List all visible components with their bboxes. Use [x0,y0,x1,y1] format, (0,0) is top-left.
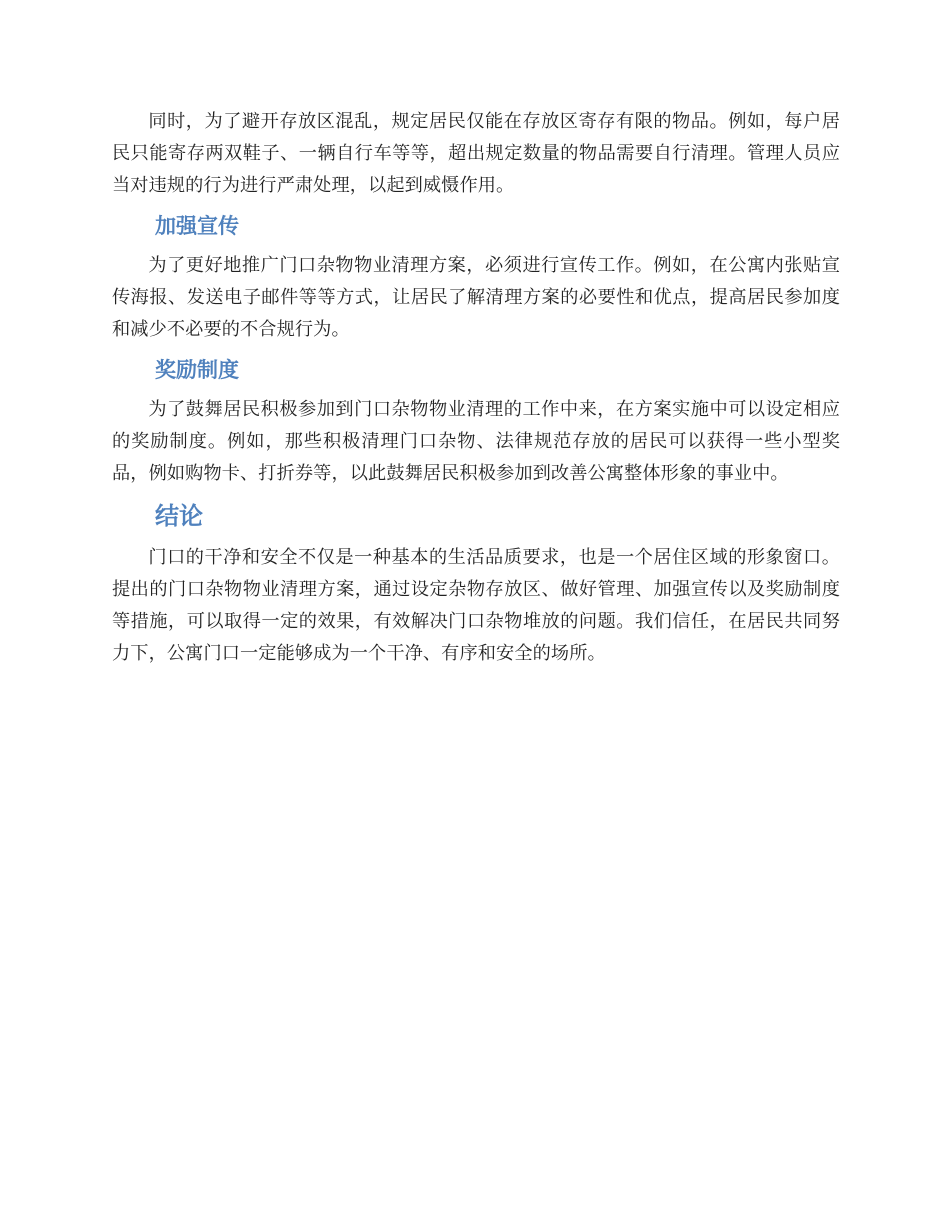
paragraph-publicity: 为了更好地推广门口杂物物业清理方案，必须进行宣传工作。例如，在公寓内张贴宣传海报、发送电子邮件等等方式，让居民了解清理方案的必要性和优点，提高居民参加度和减少不必要的不合规行为。 [112,255,840,340]
heading-publicity: 加强宣传 [155,214,239,238]
paragraph-rewards: 为了鼓舞居民积极参加到门口杂物物业清理的工作中来，在方案实施中可以设定相应的奖励制度。例如，那些积极清理门口杂物、法律规范存放的居民可以获得一些小型奖品，例如购物卡、打折券等，以此鼓舞居民积极参加到改善公寓整体形象的事业中。 [112,399,840,484]
document-content [112,106,840,670]
heading-rewards: 奖励制度 [155,358,239,382]
heading-conclusion: 结论 [155,502,203,530]
paragraph-conclusion: 门口的干净和安全不仅是一种基本的生活品质要求，也是一个居住区域的形象窗口。提出的门口杂物物业清理方案，通过设定杂物存放区、做好管理、加强宣传以及奖励制度等措施，可以取得一定的效果，有效解决门口杂物堆放的问题。我们信任，在居民共同努力下，公寓门口一定能够成为一个干净、有序和安全的场所。 [112,547,840,664]
paragraph-storage-limits: 同时，为了避开存放区混乱，规定居民仅能在存放区寄存有限的物品。例如，每户居民只能寄存两双鞋子、一辆自行车等等，超出规定数量的物品需要自行清理。管理人员应当对违规的行为进行严肃处理，以起到威慑作用。 [112,111,840,196]
